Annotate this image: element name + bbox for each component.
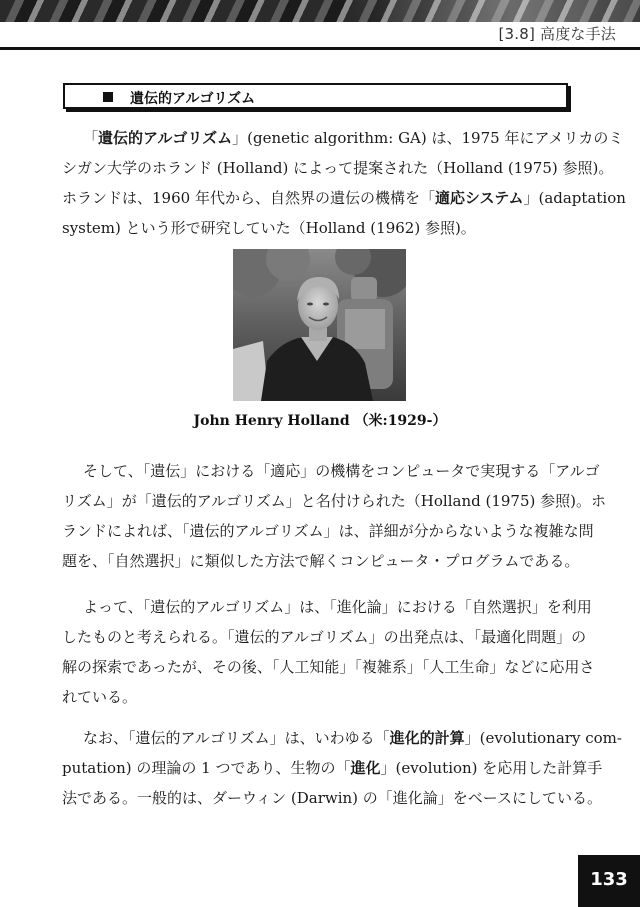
- portrait-photo: [233, 249, 406, 401]
- paragraph-4: [62, 723, 622, 813]
- paragraph-line: ホランドは、1960 年代から、自然界の遺伝の機構を「適応システム」(adaptation: [62, 189, 626, 207]
- portrait-photo-drawing: [233, 249, 406, 401]
- paragraph-line: 法である。一般的は、ダーウィン (Darwin) の「進化論」をベースにしている。: [62, 789, 603, 807]
- section-title: 遺伝的アルゴリズム: [130, 91, 256, 107]
- page-number-badge: [578, 855, 640, 907]
- paragraph-line: そして、「遺伝」における「適応」の機構をコンピュータで実現する「アルゴ: [83, 462, 600, 480]
- header-rule: [0, 47, 640, 50]
- paragraph-3: [62, 592, 595, 712]
- paragraph-line: [62, 123, 624, 153]
- paragraph-line: 題を、「自然選択」に類似した方法で解くコンピュータ・プログラムである。: [62, 552, 580, 570]
- bold-term: 進化的計算: [389, 729, 465, 747]
- bold-term: 進化: [350, 759, 381, 777]
- photo-caption: John Henry Holland （米:1929-）: [193, 413, 447, 429]
- paragraph-line: ランドによれば、「遺伝的アルゴリズム」は、詳細が分からないような複雑な問: [62, 522, 594, 540]
- paragraph-line-text: 「遺伝的アルゴリズム」(genetic algorithm: GA) は、1975 年にアメリカのミ: [83, 129, 624, 147]
- page-number: 133: [590, 869, 628, 890]
- header-banner-fade: [0, 0, 640, 22]
- paragraph-line: system) という形で研究していた（Holland (1962) 参照)。: [62, 219, 476, 237]
- paragraph-line: putation) の理論の 1 つであり、生物の「進化」(evolution) を応用した計算手: [62, 759, 603, 777]
- paragraph-line: よって、「遺伝的アルゴリズム」は、「進化論」における「自然選択」を利用: [83, 598, 592, 616]
- paragraph-1: [62, 123, 626, 243]
- paragraph-line: なお、「遺伝的アルゴリズム」は、いわゆる「進化的計算」(evolutionary com-: [83, 729, 622, 747]
- paragraph-line: リズム」が「遺伝的アルゴリズム」と名付けられた（Holland (1975) 参照)。ホ: [62, 492, 606, 510]
- section-heading-box: [63, 83, 568, 109]
- paragraph-line: シガン大学のホランド (Holland) によって提案された（Holland (1975) 参照)。: [62, 159, 614, 177]
- paragraph-line: 解の探索であったが、その後、「人工知能」「複雑系」「人工生命」などに応用さ: [62, 658, 595, 676]
- square-bullet-icon: [103, 92, 113, 102]
- paragraph-line: れている。: [62, 688, 138, 706]
- chapter-label: [3.8] 高度な手法: [498, 25, 616, 43]
- bold-term: 遺伝的アルゴリズム: [98, 129, 233, 147]
- paragraph-2: [62, 456, 606, 576]
- bold-term: 適応システム: [434, 189, 524, 207]
- paragraph-line: したものと考えられる。「遺伝的アルゴリズム」の出発点は、「最適化問題」の: [62, 628, 587, 646]
